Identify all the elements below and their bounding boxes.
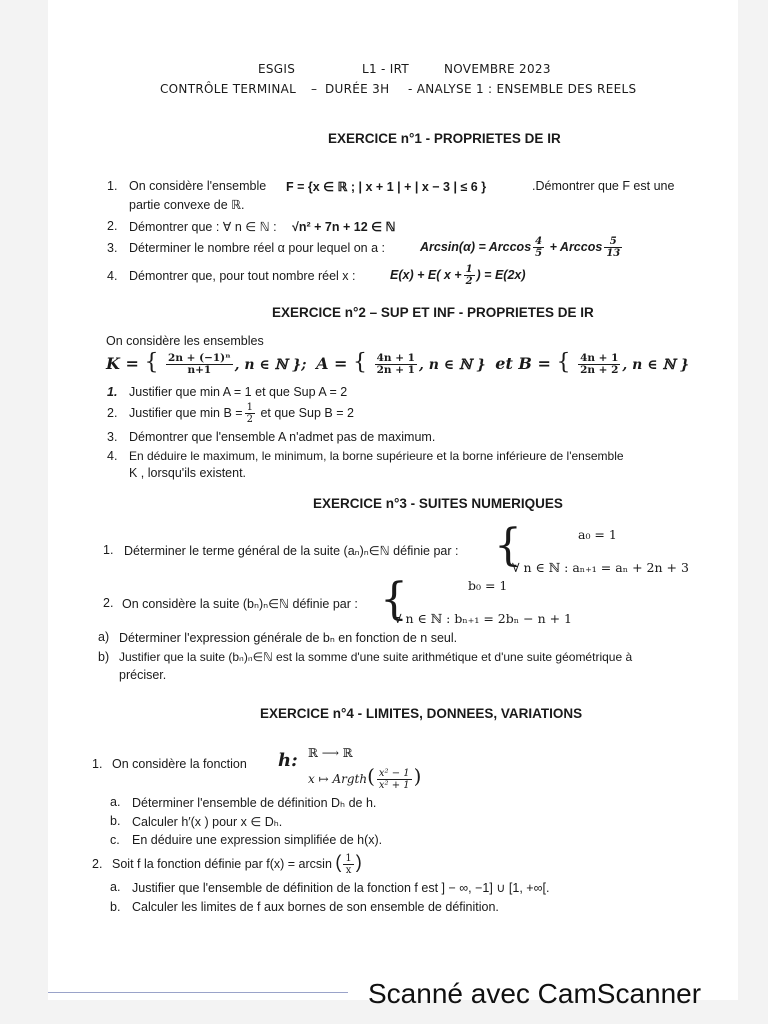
ex3-q2-text: On considère la suite (bₙ)ₙ∈ℕ définie par : xyxy=(122,597,358,611)
exercise-2-title: EXERCICE n°2 – SUP ET INF - PROPRIETES DE IR xyxy=(272,305,594,320)
fraction-numerator: 4 xyxy=(535,236,543,247)
ex3-qb-text-end: préciser. xyxy=(119,668,167,682)
ex4-q2-part1: Soit f la fonction définie par f(x) = arcsin xyxy=(112,857,332,871)
fraction-4-5 xyxy=(533,236,544,259)
fraction-5-13 xyxy=(604,236,622,259)
fraction-numerator: 4n + 1 xyxy=(580,352,619,364)
system-brace: { xyxy=(380,574,408,625)
fraction-denominator: 2n + 2 xyxy=(580,364,619,376)
ex2-q4-text-end: K , lorsqu'ils existent. xyxy=(129,466,247,480)
ex4-qa-text: Déterminer l'ensemble de définition Dₕ de h. xyxy=(132,796,377,810)
ex2-q1-number: 1. xyxy=(107,385,118,399)
fraction-numerator: 5 xyxy=(604,236,622,248)
ex3-qb-number: b) xyxy=(98,650,110,664)
exam-subject: - ANALYSE 1 : ENSEMBLE DES REELS xyxy=(408,82,637,96)
ex4-qa-number: a. xyxy=(110,795,121,809)
fraction-denominator: n+1 xyxy=(187,364,212,376)
ex2-q1-text: Justifier que min A = 1 et que Sup A = 2 xyxy=(129,385,348,399)
ex1-q1-number: 1. xyxy=(107,179,118,193)
fraction-1-x xyxy=(343,853,353,876)
set-B-label: et B = xyxy=(495,354,551,373)
mapping-argth: x ↦ Argth xyxy=(308,772,368,786)
ex4-qc-number: c. xyxy=(110,833,120,847)
ex2-intro: On considère les ensembles xyxy=(106,334,264,348)
ex2-q3-number: 3. xyxy=(107,430,118,444)
ex1-q1-text-cont: .Démontrer que F est une xyxy=(532,179,675,193)
ex1-q4-text: Démontrer que, pour tout nombre réel x : xyxy=(129,269,356,283)
exam-duration: DURÉE 3H xyxy=(325,82,390,96)
ex1-q1-set-F: F = {x ∈ ℝ ; | x + 1 | + | x − 3 | ≤ 6 } xyxy=(286,180,487,194)
ex3-q2-recurrence: ∀ n ∈ ℕ : bₙ₊₁ = 2bₙ − n + 1 xyxy=(394,611,572,626)
function-h-domain-codomain: ℝ ⟶ ℝ xyxy=(308,746,353,760)
set-A-tail: , n ∈ ℕ } xyxy=(418,357,486,373)
camscanner-watermark: Scanné avec CamScanner xyxy=(368,978,702,1009)
ex3-q1-text: Déterminer le terme général de la suite (aₙ)ₙ∈ℕ définie par : xyxy=(124,544,459,558)
ex3-q1-recurrence: ∀ n ∈ ℕ : aₙ₊₁ = aₙ + 2n + 3 xyxy=(512,560,689,575)
ex1-q4-equation xyxy=(390,264,526,287)
ex1-q4-lhs: E(x) + E( x + xyxy=(390,267,462,282)
ex2-q4-number: 4. xyxy=(107,449,118,463)
set-K-fraction xyxy=(166,353,233,376)
ex1-q2-text: Démontrer que : ∀ n ∈ ℕ : xyxy=(129,220,277,234)
school-name: ESGIS xyxy=(258,62,296,76)
ex4-q2b-number: b. xyxy=(110,900,121,914)
ex3-q2-initial: b₀ = 1 xyxy=(468,578,508,593)
ex4-q1-number: 1. xyxy=(92,757,103,771)
fraction-numerator: 1 xyxy=(246,402,253,413)
brace-open: { xyxy=(353,350,368,375)
ex2-q2-part2: et que Sup B = 2 xyxy=(260,405,354,420)
set-A-label: A = xyxy=(316,354,348,373)
set-B-fraction xyxy=(578,353,620,376)
ex1-q3-equation xyxy=(420,236,624,259)
system-brace: { xyxy=(494,520,522,571)
ex3-qa-number: a) xyxy=(98,630,110,644)
set-K-tail: , n ∈ ℕ }; xyxy=(234,357,307,373)
class-level: L1 - IRT xyxy=(362,62,410,76)
fraction-denominator: 5 xyxy=(535,248,543,259)
ex1-q4-rhs: ) = E(2x) xyxy=(476,267,526,282)
fraction-argth xyxy=(377,768,412,791)
fraction-denominator: 2n + 1 xyxy=(376,364,415,376)
fraction-numerator: 1 xyxy=(465,264,473,275)
fraction-numerator: x² − 1 xyxy=(378,768,410,779)
ex2-q3-text: Démontrer que l'ensemble A n'admet pas de maximum. xyxy=(129,430,436,444)
ex4-qb-number: b. xyxy=(110,814,121,828)
ex1-q3-arccos: + Arccos xyxy=(549,239,603,254)
fraction-1-2 xyxy=(464,264,475,287)
header-dash: – xyxy=(311,82,318,96)
ex3-qb-text: Justifier que la suite (bₙ)ₙ∈ℕ est la somme d'une suite arithmétique et d'une suite géométrique à xyxy=(119,650,633,664)
ex4-qb-text: Calculer h′(x ) pour x ∈ Dₕ. xyxy=(132,815,283,829)
ex2-q2-text xyxy=(129,402,354,425)
exam-date: NOVEMBRE 2023 xyxy=(444,62,551,76)
ex2-sets-line xyxy=(106,350,689,376)
fraction-1-2 xyxy=(245,402,255,425)
ex3-q1-number: 1. xyxy=(103,543,114,557)
fraction-denominator: 2 xyxy=(465,276,473,287)
exercise-1-title: EXERCICE n°1 - PROPRIETES DE IR xyxy=(328,131,561,146)
ex3-q2-number: 2. xyxy=(103,596,114,610)
fraction-denominator: 2 xyxy=(246,414,253,425)
brace-open: { xyxy=(144,350,159,375)
ex2-q2-part1: Justifier que min B = xyxy=(129,405,243,420)
ex1-q3-arcsin: Arcsin(α) = Arccos xyxy=(420,239,532,254)
ex3-q1-initial: a₀ = 1 xyxy=(578,527,617,542)
ex1-q1-text: On considère l'ensemble xyxy=(129,179,267,193)
ex4-q2a-text: Justifier que l'ensemble de définition de la fonction f est ] − ∞, −1] ∪ [1, +∞[. xyxy=(132,881,550,895)
ex1-q4-number: 4. xyxy=(107,269,118,283)
ex4-qc-text: En déduire une expression simplifiée de h(x). xyxy=(132,833,383,847)
exercise-4-title: EXERCICE n°4 - LIMITES, DONNEES, VARIATIONS xyxy=(260,706,583,721)
set-B-tail: , n ∈ ℕ } xyxy=(622,357,690,373)
ex1-q2-math: √n² + 7n + 12 ∈ ℕ xyxy=(292,220,396,234)
ex1-q3-text: Déterminer le nombre réel α pour lequel on a : xyxy=(129,241,385,255)
fraction-numerator: 1 xyxy=(345,853,352,865)
set-A-fraction xyxy=(375,353,417,376)
ex1-q1-text-end: partie convexe de ℝ. xyxy=(129,198,245,212)
brace-open: { xyxy=(556,350,571,375)
ex4-q2a-number: a. xyxy=(110,880,121,894)
ex4-q2b-text: Calculer les limites de f aux bornes de son ensemble de définition. xyxy=(132,900,499,914)
fraction-denominator: 13 xyxy=(606,248,621,259)
ex2-q2-number: 2. xyxy=(107,406,118,420)
exercise-3-title: EXERCICE n°3 - SUITES NUMERIQUES xyxy=(313,496,563,511)
exam-type: CONTRÔLE TERMINAL xyxy=(160,82,297,96)
ex1-q3-number: 3. xyxy=(107,241,118,255)
fraction-denominator: x² + 1 xyxy=(378,780,410,791)
divider-line xyxy=(48,992,348,993)
set-K-label: K = xyxy=(106,354,139,373)
fraction-numerator: 4n + 1 xyxy=(376,352,415,364)
function-h-mapping: x ↦ Argth( $\frac{\text{x² − 1}}{\text{x² + 1}}$ ) xyxy=(308,764,422,791)
ex2-q4-text: En déduire le maximum, le minimum, la borne supérieure et la borne inférieure de l'ensemble xyxy=(129,449,624,463)
fraction-denominator: x xyxy=(345,865,352,877)
ex3-qa-text: Déterminer l'expression générale de bₙ en fonction de n seul. xyxy=(119,631,458,645)
fraction-numerator: 2n + (−1)ⁿ xyxy=(168,352,231,364)
ex4-q1-text: On considère la fonction xyxy=(112,757,247,771)
function-h-label: h: xyxy=(278,750,298,771)
ex4-q2-text: Soit f la fonction définie par f(x) = arcsin ( $\frac{1}{x}$ ) xyxy=(112,852,362,877)
ex4-q2-number: 2. xyxy=(92,857,103,871)
ex1-q2-number: 2. xyxy=(107,219,118,233)
